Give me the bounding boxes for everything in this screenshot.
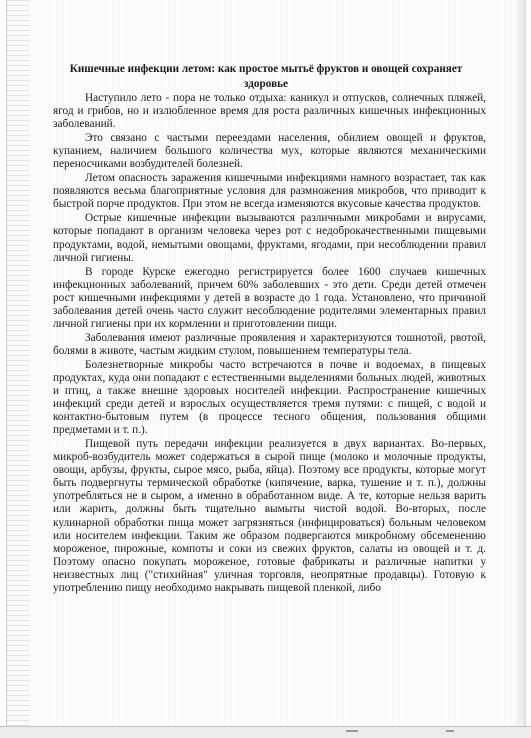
scan-edge-right	[513, 0, 525, 726]
paragraph: Заболевания имеют различные проявления и характеризуются тошнотой, рвотой, болями в животе, частым жидким стулом, повышением температуры тела.	[53, 331, 486, 357]
paragraph: Острые кишечные инфекции вызываются различными микробами и вирусами, которые попадают в организм человека через рот с недоброкачественными пищевыми продуктами, водой, немытыми овощами, фруктами, ягодами, при несоблюдении правил личной гигиены.	[53, 212, 486, 264]
scan-edge-left	[7, 0, 29, 726]
bottom-bar-mark	[346, 730, 358, 732]
paragraph: Болезнетворные микробы часто встречаются в почве и водоемах, в пищевых продуктах, куда они попадают с естественными выделениями больных людей, животных и птиц, а также внешне здоровых носителей инфекции. Распространение кишечных инфекций среди детей и взрослых осуществляется тремя путями: с пищей, с водой и контактно-бытовым путем (в процессе тесного общения, пользования общими предметами и т. п.).	[53, 358, 486, 437]
paragraph: Летом опасность заражения кишечными инфекциями намного возрастает, так как появляются весьма благоприятные условия для размножения микробов, что приводит к быстрой порче продуктов. При этом не всегда изменяются вкусовые качества продуктов.	[53, 172, 486, 211]
viewer-bottom-bar	[0, 726, 531, 738]
paragraph: Пищевой путь передачи инфекции реализуется в двух вариантах. Во-первых, микроб-возбудитель может содержаться в сырой пище (молоко и молочные продукты, овощи, арбузы, фрукты, сырое мясо, рыба, яйца). Поэтому все продукты, которые могут быть подвергнуты термической обработке (кипячение, варка, тушение и т. п.), должны употребляться не в сыром, а именно в обработанном виде. А те, которые нельзя варить или жарить, должны быть тщательно вымыты чистой водой. Во-вторых, после кулинарной обработки пища может загрязняться (инфицироваться) больным человеком или носителем инфекции. Таким же образом подвергаются микробному обсеменению мороженое, пирожные, компоты и соки из свежих фруктов, салаты из овощей и т. д. Поэтому опасно покупать мороженое, готовые фабрикаты и различные напитки у неизвестных лиц ("стихийная" уличная торговля, неопрятные продавцы). Готовую к употреблению пищу необходимо накрывать пищевой пленкой, либо	[53, 438, 486, 594]
paragraph: В городе Курске ежегодно регистрируется более 1600 случаев кишечных инфекционных заболеваний, причем 60% заболевших - это дети. Среди детей отмечен рост кишечными инфекциями у детей в возрасте до 1 года. Установлено, что причиной заболевания детей очень часто служит несоблюдение родителями элементарных правил личной гигиены при их кормлении и приготовлении пищи.	[53, 265, 486, 330]
article-body	[53, 92, 486, 595]
paragraph: Это связано с частыми переездами населения, обилием овощей и фруктов, купанием, наличием большого количества мух, которые являются механическими переносчиками возбудителей болезней.	[53, 132, 486, 171]
bottom-bar-mark	[446, 730, 454, 732]
article-title: Кишечные инфекции летом: как простое мытьё фруктов и овощей сохраняет здоровье	[69, 63, 463, 90]
paragraph: Наступило лето - пора не только отдыха: каникул и отпусков, солнечных пляжей, ягод и грибов, но и излюбленное время для роста различных кишечных инфекционных заболеваний.	[53, 92, 486, 131]
